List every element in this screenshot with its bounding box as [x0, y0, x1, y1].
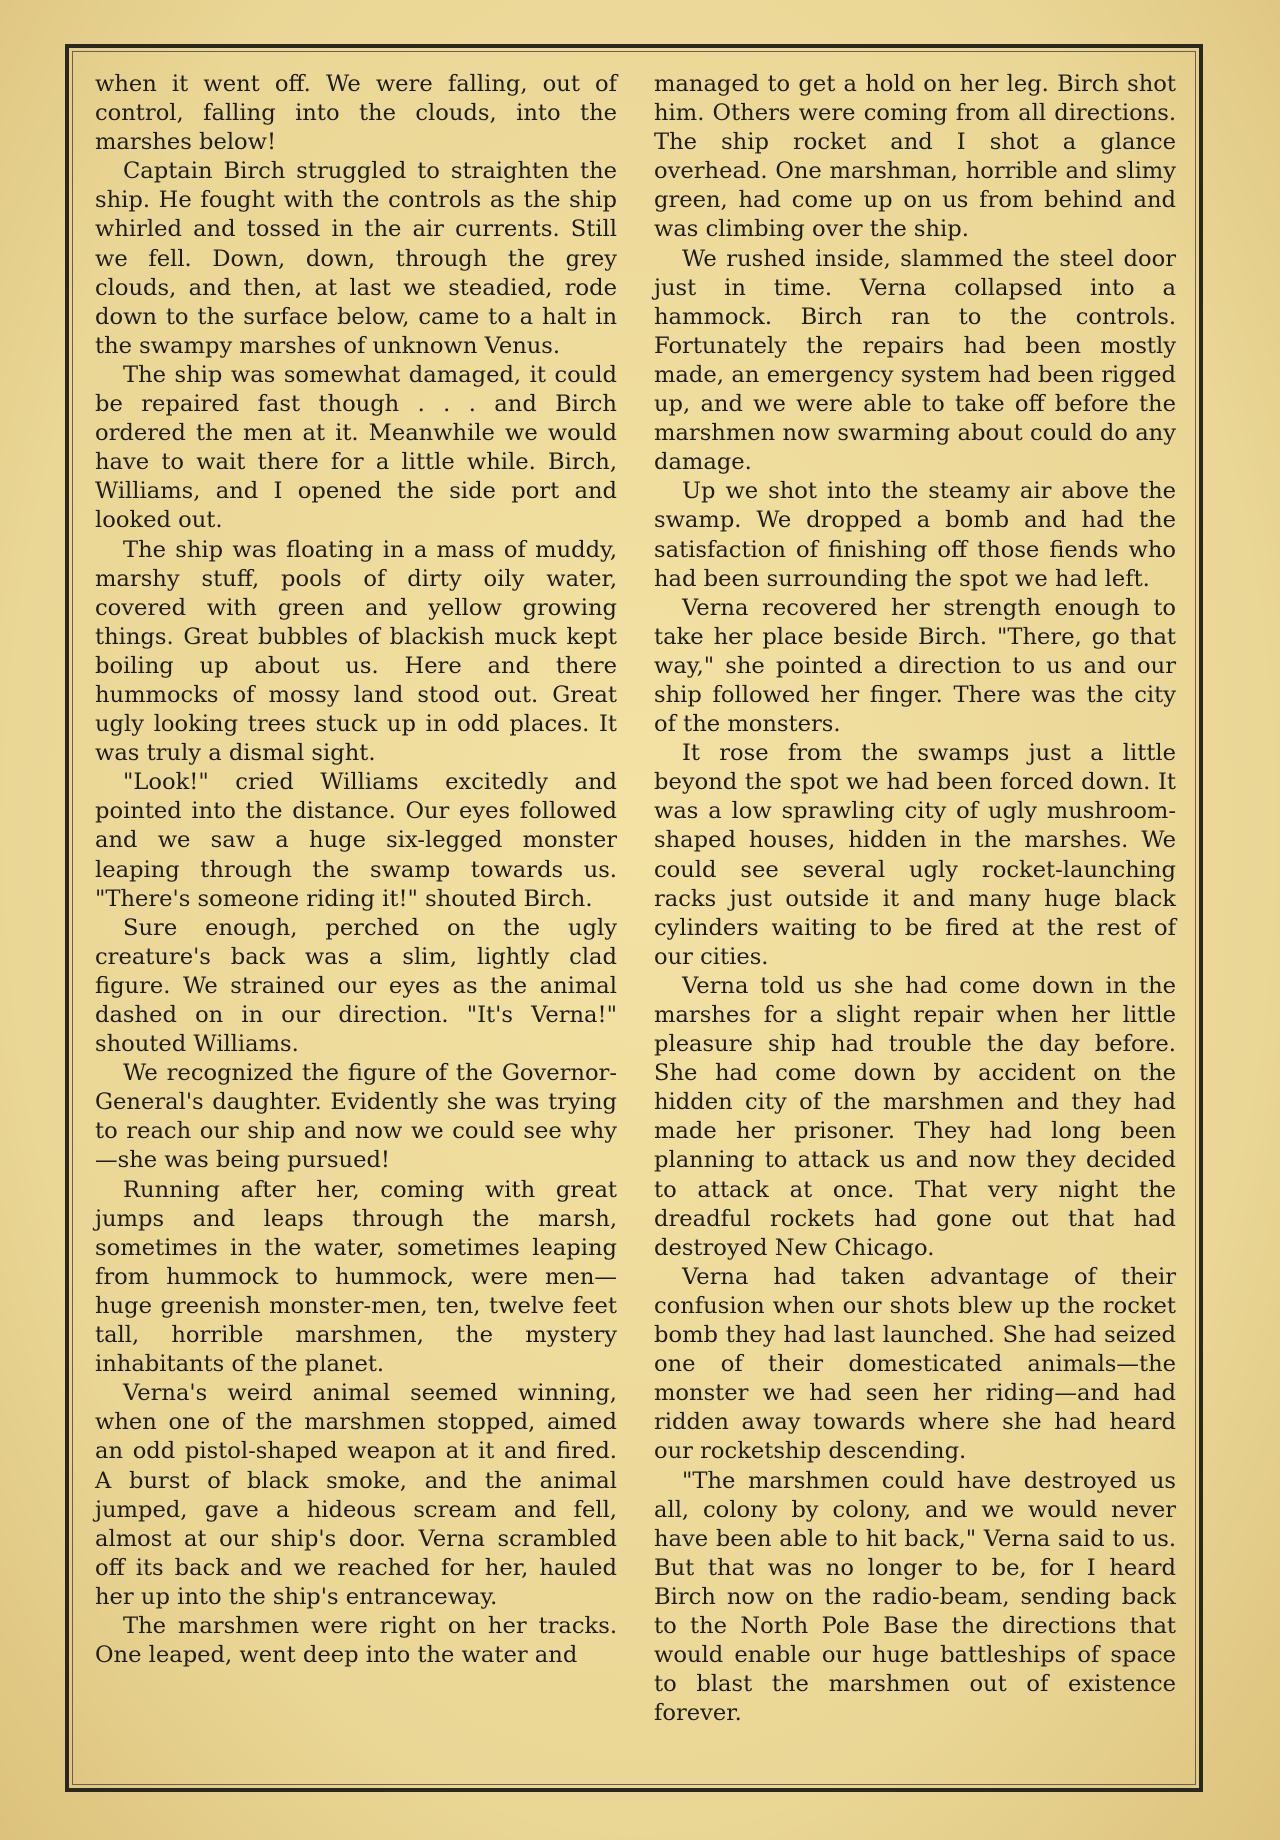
paragraph: "Look!" cried Williams excitedly and pointed into the distance. Our eyes followed and we saw a huge six-legged monster leaping through the swamp towards us. "There's someone riding it!" shouted Birch. [95, 769, 617, 912]
paragraph: Verna recovered her strength enough to take her place beside Birch. "There, go that way," she pointed a direction to us and our ship followed her finger. There was the city of the monsters. [654, 594, 1176, 738]
paragraph: managed to get a hold on her leg. Birch shot him. Others were coming from all directions. The ship rocket and I shot a glance overhead. One marshman, horrible and slimy green, had come up on us from behind and was climbing over the ship. [654, 71, 1176, 243]
paragraph: The ship was somewhat damaged, it could be repaired fast though . . . and Birch ordered the men at it. Meanwhile we would have to wait there for a little while. Birch, Williams, and I opened the side port and looked out. [95, 361, 617, 534]
left-column [95, 70, 617, 1670]
paragraph: The marshmen were right on her tracks. One leaped, went deep into the water and [95, 1612, 617, 1669]
paragraph: We recognized the figure of the Governor-General's daughter. Evidently she was trying to reach our ship and now we could see why—she was being pursued! [95, 1060, 617, 1174]
paragraph: Verna had taken advantage of their confusion when our shots blew up the rocket bomb they had last launched. She had seized one of their domesticated animals—the monster we had seen her riding—and had ridden away towards where she had heard our rocketship descending. [654, 1263, 1176, 1465]
paragraph: when it went off. We were falling, out of control, falling into the clouds, into the marshes below! [95, 71, 617, 156]
paragraph: Verna told us she had come down in the marshes for a slight repair when her little pleasure ship had trouble the day before. She had come down by accident on the hidden city of the marshmen and they had made her prisoner. They had long been planning to attack us and now they decided to attack at once. That very night the dreadful rockets had gone out that had destroyed New Chicago. [654, 972, 1176, 1261]
right-column [654, 70, 1176, 1728]
paragraph: "The marshmen could have destroyed us all, colony by colony, and we would never have been able to hit back," Verna said to us. But that was no longer to be, for I heard Birch now on the radio-beam, sending back to the North Pole Base the directions that would enable our huge battleships of space to blast the marshmen out of existence forever. [654, 1467, 1176, 1727]
paragraph: We rushed inside, slammed the steel door just in time. Verna collapsed into a hammock. Birch ran to the controls. Fortunately the repairs had been mostly made, an emergency system had been rigged up, and we were able to take off before the marshmen now swarming about could do any damage. [654, 245, 1176, 476]
paragraph: Captain Birch struggled to straighten the ship. He fought with the controls as the ship whirled and tossed in the air currents. Still we fell. Down, down, through the grey clouds, and then, at last we steadied, rode down to the surface below, came to a halt in the swampy marshes of unknown Venus. [95, 158, 617, 359]
paragraph: Sure enough, perched on the ugly creature's back was a slim, lightly clad figure. We strained our eyes as the animal dashed on in our direction. "It's Verna!" shouted Williams. [95, 914, 617, 1058]
paragraph: It rose from the swamps just a little beyond the spot we had been forced down. It was a low sprawling city of ugly mushroom-shaped houses, hidden in the marshes. We could see several ugly rocket-launching racks just outside it and many huge black cylinders waiting to be fired at the rest of our cities. [654, 740, 1176, 970]
paragraph: Up we shot into the steamy air above the swamp. We dropped a bomb and had the satisfaction of finishing off those fiends who had been surrounding the spot we had left. [654, 478, 1176, 592]
paragraph: Running after her, coming with great jumps and leaps through the marsh, sometimes in the water, sometimes leaping from hummock to hummock, were men—huge greenish monster-men, ten, twelve feet tall, horrible marshmen, the mystery inhabitants of the planet. [95, 1176, 617, 1378]
paragraph: Verna's weird animal seemed winning, when one of the marshmen stopped, aimed an odd pistol-shaped weapon at it and fired. A burst of black smoke, and the animal jumped, gave a hideous scream and fell, almost at our ship's door. Verna scrambled off its back and we reached for her, hauled her up into the ship's entranceway. [95, 1380, 617, 1610]
paragraph: The ship was floating in a mass of muddy, marshy stuff, pools of dirty oily water, covered with green and yellow growing things. Great bubbles of blackish muck kept boiling up about us. Here and there hummocks of mossy land stood out. Great ugly looking trees stuck up in odd places. It was truly a dismal sight. [95, 536, 617, 767]
